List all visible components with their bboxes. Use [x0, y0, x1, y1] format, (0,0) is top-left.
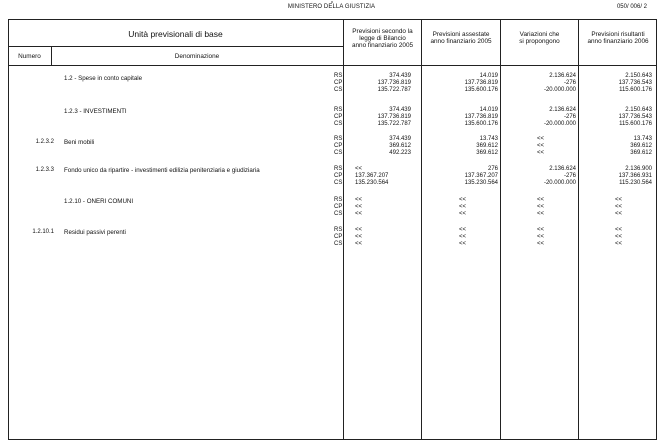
col1-values: [355, 227, 362, 248]
value-cell: 369.612: [389, 143, 411, 149]
col3-values: [537, 227, 544, 248]
col4-header-line: Previsioni risultanti: [591, 31, 645, 38]
value-cell: <<: [615, 211, 623, 217]
col1-header-line: anno finanziario 2005: [351, 42, 414, 49]
row-numero: 1.2.3.2: [35, 139, 54, 145]
row-types: [334, 136, 342, 157]
col4-values: [615, 227, 622, 248]
numero-header: Numero: [18, 53, 41, 60]
value-cell: <<: [459, 241, 467, 247]
value-cell: <<: [537, 211, 545, 217]
value-cell: 13.743: [633, 136, 652, 142]
value-cell: -20.000.000: [543, 180, 576, 186]
col2-values: [422, 136, 498, 157]
type-code: CP: [334, 114, 343, 120]
value-cell: <<: [537, 197, 545, 203]
value-cell: 2.150.643: [625, 73, 652, 79]
value-cell: <<: [537, 150, 545, 156]
value-cell: -276: [563, 80, 576, 86]
value-cell: 276: [487, 166, 498, 172]
row-label: Fondo unico da ripartire - investimenti edilizia penitenziaria e giudiziaria: [64, 167, 260, 174]
col4-values: [579, 136, 652, 157]
col2-values: [422, 107, 498, 128]
value-cell: 135.722.787: [377, 121, 411, 127]
col4-header: [579, 31, 657, 45]
row-label: 1.2.3 - INVESTIMENTI: [64, 108, 127, 115]
col1-header-line: Previsioni secondo la: [352, 28, 413, 35]
col2-values: [459, 197, 466, 218]
value-cell: <<: [459, 197, 467, 203]
value-cell: 374.439: [389, 107, 411, 113]
value-cell: 115.600.176: [619, 121, 652, 127]
col2-header-line: Previsioni assestate: [432, 31, 490, 38]
row-types: [334, 107, 342, 128]
value-cell: <<: [355, 227, 363, 233]
value-cell: 115.230.564: [619, 180, 652, 186]
type-code: CP: [334, 204, 343, 210]
type-code: CS: [334, 121, 343, 127]
value-cell: <<: [355, 166, 363, 172]
value-cell: <<: [537, 143, 545, 149]
value-cell: <<: [615, 197, 623, 203]
value-cell: 137.736.819: [377, 114, 411, 120]
col4-values: [579, 166, 652, 187]
type-code: RS: [334, 73, 343, 79]
value-cell: 115.600.176: [619, 87, 652, 93]
col2-header: [422, 31, 500, 45]
value-cell: <<: [615, 234, 623, 240]
value-cell: 492.223: [389, 150, 411, 156]
value-cell: 137.736.543: [618, 114, 652, 120]
denominazione-header: Denominazione: [174, 53, 220, 60]
value-cell: 2.136.624: [549, 166, 576, 172]
value-cell: <<: [615, 204, 623, 210]
value-cell: 369.612: [476, 150, 498, 156]
value-cell: <<: [459, 211, 467, 217]
value-cell: 137.736.543: [618, 80, 652, 86]
value-cell: 137.366.931: [618, 173, 652, 179]
value-cell: <<: [459, 227, 467, 233]
type-code: RS: [334, 227, 343, 233]
type-code: CS: [334, 87, 343, 93]
col4-header-line: anno finanziario 2006: [587, 38, 649, 45]
row-types: [334, 197, 342, 218]
unita-header: Unità previsionali di base: [128, 29, 223, 39]
value-cell: <<: [537, 227, 545, 233]
value-cell: 13.743: [479, 136, 498, 142]
value-cell: 369.612: [476, 143, 498, 149]
header-divider: [8, 65, 657, 66]
row-numero: 1.2.10.1: [32, 229, 54, 235]
row-types: [334, 166, 342, 187]
row-types: [334, 227, 342, 248]
col2-values: [422, 166, 498, 187]
value-cell: <<: [615, 241, 623, 247]
value-cell: <<: [537, 136, 545, 142]
col1-values: [355, 197, 362, 218]
type-code: RS: [334, 136, 343, 142]
value-cell: 374.439: [389, 73, 411, 79]
value-cell: <<: [355, 211, 363, 217]
value-cell: 369.612: [630, 150, 652, 156]
value-cell: <<: [459, 204, 467, 210]
col3-values: [537, 136, 544, 157]
row-label: 1.2 - Spese in conto capitale: [64, 75, 143, 82]
scan-speck: [331, 1, 333, 3]
value-cell: <<: [615, 227, 623, 233]
type-code: RS: [334, 197, 343, 203]
value-cell: -20.000.000: [543, 87, 576, 93]
type-code: CP: [334, 173, 343, 179]
col2-values: [422, 73, 498, 94]
col4-values: [579, 107, 652, 128]
col1-header-line: legge di Bilancio: [359, 35, 406, 42]
row-types: [334, 73, 342, 94]
type-code: CS: [334, 241, 343, 247]
value-cell: 135.722.787: [377, 87, 411, 93]
value-cell: <<: [355, 197, 363, 203]
value-cell: <<: [355, 234, 363, 240]
value-cell: <<: [355, 204, 363, 210]
col3-header-line: Variazioni che: [519, 31, 560, 38]
value-cell: <<: [537, 204, 545, 210]
col3-header-line: si propongono: [519, 38, 560, 45]
value-cell: <<: [537, 241, 545, 247]
value-cell: <<: [459, 234, 467, 240]
value-cell: 137.736.819: [464, 114, 498, 120]
col1-values: [355, 166, 415, 187]
value-cell: <<: [355, 241, 363, 247]
col4-values: [615, 197, 622, 218]
value-cell: 2.136.624: [549, 107, 576, 113]
type-code: CP: [334, 234, 343, 240]
col3-values: [537, 197, 544, 218]
subheader-divider: [8, 46, 343, 47]
type-code: CS: [334, 211, 343, 217]
value-cell: 14.019: [479, 73, 498, 79]
type-code: CP: [334, 80, 343, 86]
value-cell: 137.736.819: [464, 80, 498, 86]
row-label: Beni mobili: [64, 139, 95, 146]
col2-header-line: anno finanziario 2005: [430, 38, 492, 45]
value-cell: <<: [537, 234, 545, 240]
value-cell: 369.612: [630, 143, 652, 149]
col1-header: [344, 28, 421, 49]
col3-values: [501, 166, 576, 187]
value-cell: 2.136.900: [625, 166, 652, 172]
col1-values: [344, 107, 411, 128]
type-code: RS: [334, 107, 343, 113]
value-cell: 2.150.643: [625, 107, 652, 113]
value-cell: 135.600.176: [464, 87, 498, 93]
value-cell: 2.136.624: [549, 73, 576, 79]
value-cell: -276: [563, 114, 576, 120]
document-title: MINISTERO DELLA GIUSTIZIA: [287, 4, 376, 10]
value-cell: 135.230.564: [355, 180, 389, 186]
value-cell: 374.439: [389, 136, 411, 142]
value-cell: -276: [563, 173, 576, 179]
col3-header: [501, 31, 578, 45]
col1-values: [344, 73, 411, 94]
col3-values: [501, 107, 576, 128]
row-label: 1.2.10 - ONERI COMUNI: [64, 198, 134, 205]
value-cell: 135.230.564: [464, 180, 498, 186]
value-cell: 135.600.176: [464, 121, 498, 127]
type-code: CP: [334, 143, 343, 149]
col2-values: [459, 227, 466, 248]
col3-values: [501, 73, 576, 94]
value-cell: -20.000.000: [543, 121, 576, 127]
type-code: CS: [334, 150, 343, 156]
value-cell: 137.367.207: [355, 173, 389, 179]
col4-values: [579, 73, 652, 94]
row-label: Residui passivi perenti: [64, 229, 126, 236]
page-reference: 050/ 006/ 2: [616, 4, 647, 10]
type-code: RS: [334, 166, 343, 172]
value-cell: 14.019: [479, 107, 498, 113]
row-numero: 1.2.3.3: [35, 167, 54, 173]
type-code: CS: [334, 180, 343, 186]
value-cell: 137.367.207: [464, 173, 498, 179]
value-cell: 137.736.819: [377, 80, 411, 86]
col1-values: [344, 136, 411, 157]
